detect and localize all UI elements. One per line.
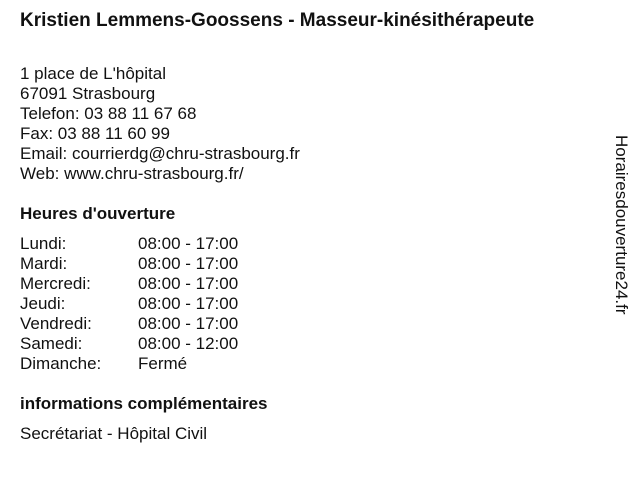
day-hours: 08:00 - 17:00 [138,314,239,333]
day-hours: 08:00 - 17:00 [138,234,239,253]
day-label: Mardi: [20,254,68,273]
day-label: Samedi: [20,334,83,353]
day-label: Dimanche: [20,354,102,373]
day-hours: 08:00 - 17:00 [138,254,239,273]
website-link[interactable]: Web: www.chru-strasbourg.fr/ [20,164,244,183]
day-label: Jeudi: [20,294,66,313]
day-label: Mercredi: [20,274,91,293]
city-address: 67091 Strasbourg [20,84,156,103]
contact-block [20,64,300,184]
hours-heading: Heures d'ouverture [20,204,176,223]
page-title: Kristien Lemmens-Goossens - Masseur-kinésithérapeute [20,10,535,31]
day-hours: 08:00 - 17:00 [138,274,239,293]
day-label: Lundi: [20,234,67,253]
day-hours: 08:00 - 12:00 [138,334,239,353]
info-heading: informations complémentaires [20,394,268,413]
phone-number[interactable]: Telefon: 03 88 11 67 68 [20,104,197,123]
site-watermark: Horairesdouverture24.fr [612,135,631,315]
day-hours: Fermé [138,354,188,373]
day-label: Vendredi: [20,314,92,333]
email-link[interactable]: Email: courrierdg@chru-strasbourg.fr [20,144,300,163]
street-address: 1 place de L'hôpital [20,64,166,83]
day-hours: 08:00 - 17:00 [138,294,239,313]
fax-number: Fax: 03 88 11 60 99 [20,124,170,143]
info-text: Secrétariat - Hôpital Civil [20,424,208,443]
